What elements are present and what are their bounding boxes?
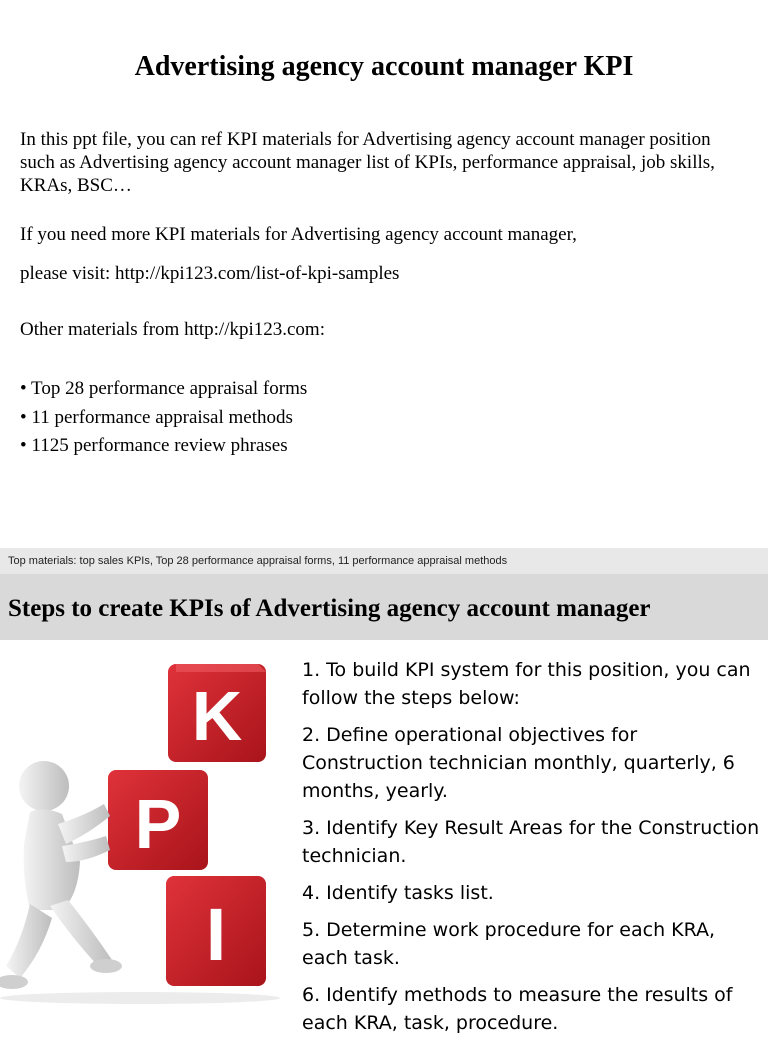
slide-title: Advertising agency account manager KPI xyxy=(134,51,634,82)
list-item: 2. Define operational objectives for Construction technician monthly, quarterly, 6 months, yearly. xyxy=(302,724,735,802)
top-materials-banner: Top materials: top sales KPIs, Top 28 performance appraisal forms, 11 performance appraisal methods xyxy=(0,548,768,574)
more-materials-line-1: If you need more KPI materials for Advertising agency account manager, xyxy=(20,224,577,245)
k-letter: K xyxy=(191,677,243,755)
other-materials-heading: Other materials from http://kpi123.com: xyxy=(20,319,325,340)
list-item: 4. Identify tasks list. xyxy=(302,882,494,904)
more-materials-line-2: please visit: http://kpi123.com/list-of-kpi-samples xyxy=(20,263,400,284)
slide-2-title: Steps to create KPIs of Advertising agency account manager xyxy=(8,595,651,622)
i-letter: I xyxy=(205,893,227,976)
intro-paragraph: In this ppt file, you can ref KPI materials for Advertising agency account manager position such as Advertising agency account manager list of KPIs, performance appraisal, job skills, KRAs, BSC… xyxy=(20,129,715,196)
kpi-cubes-illustration xyxy=(0,648,286,1008)
list-item: 1. To build KPI system for this position, you can follow the steps below: xyxy=(302,659,751,709)
list-item: • Top 28 performance appraisal forms xyxy=(20,378,308,399)
p-cube xyxy=(108,770,208,870)
list-item: • 1125 performance review phrases xyxy=(20,435,288,456)
k-cube xyxy=(168,664,266,762)
i-cube xyxy=(166,876,266,986)
list-item: 6. Identify methods to measure the results of each KRA, task, procedure. xyxy=(302,984,733,1034)
steps-list xyxy=(302,656,762,1046)
materials-list xyxy=(20,375,307,461)
list-item: 5. Determine work procedure for each KRA, each task. xyxy=(302,919,716,969)
list-item: • 11 performance appraisal methods xyxy=(20,406,293,428)
p-letter: P xyxy=(134,785,182,863)
ground-shadow xyxy=(0,992,280,1004)
figure-pushing xyxy=(0,761,122,989)
list-item: 3. Identify Key Result Areas for the Construction technician. xyxy=(302,817,760,867)
